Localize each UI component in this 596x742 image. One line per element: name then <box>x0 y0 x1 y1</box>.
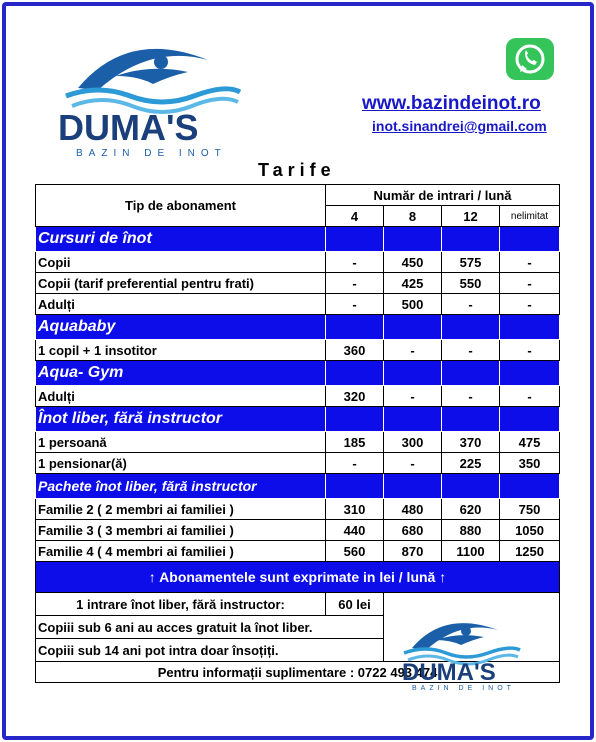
table-row <box>36 432 560 453</box>
notice-accompanied: Copiii sub 14 ani pot intra doar însoțiți. <box>36 639 384 662</box>
table-row <box>36 386 560 407</box>
price-cell: 750 <box>500 499 560 520</box>
brand-logo-small <box>398 612 526 692</box>
column-header-4: 4 <box>326 206 384 227</box>
currency-note: ↑ Abonamentele sunt exprimate in lei / lună ↑ <box>36 562 560 593</box>
price-cell: 300 <box>384 432 442 453</box>
row-label: 1 copil + 1 insotitor <box>36 340 326 361</box>
price-cell: 185 <box>326 432 384 453</box>
column-header-tip: Tip de abonament <box>36 185 326 227</box>
column-header-nelimitat: nelimitat <box>500 206 560 227</box>
row-label: Familie 2 ( 2 membri ai familiei ) <box>36 499 326 520</box>
table-row <box>36 252 560 273</box>
price-cell: 480 <box>384 499 442 520</box>
whatsapp-icon[interactable] <box>506 38 554 80</box>
row-label: Copii <box>36 252 326 273</box>
section-header <box>36 227 560 252</box>
price-cell: 475 <box>500 432 560 453</box>
section-title: Pachete înot liber, fără instructor <box>36 474 326 499</box>
section-title: Cursuri de înot <box>36 227 326 252</box>
row-label: 1 pensionar(ă) <box>36 453 326 474</box>
price-cell: 225 <box>442 453 500 474</box>
table-row <box>36 499 560 520</box>
price-cell: 1250 <box>500 541 560 562</box>
price-cell: - <box>326 294 384 315</box>
price-cell: - <box>384 386 442 407</box>
column-header-8: 8 <box>384 206 442 227</box>
price-cell: - <box>326 453 384 474</box>
brand-tagline-text: BAZIN DE INOT <box>76 148 227 159</box>
table-row <box>36 294 560 315</box>
price-cell: 320 <box>326 386 384 407</box>
table-row <box>36 453 560 474</box>
price-cell: 450 <box>384 252 442 273</box>
table-row <box>36 520 560 541</box>
price-cell: - <box>442 294 500 315</box>
email-link[interactable]: inot.sinandrei@gmail.com <box>372 118 547 134</box>
brand-tagline-text-small: BAZIN DE INOT <box>412 685 515 692</box>
price-cell: 620 <box>442 499 500 520</box>
website-link[interactable]: www.bazindeinot.ro <box>362 93 541 114</box>
single-entry-price: 60 lei <box>326 593 384 616</box>
row-label: 1 persoană <box>36 432 326 453</box>
row-label: Familie 3 ( 3 membri ai familiei ) <box>36 520 326 541</box>
price-cell: - <box>326 273 384 294</box>
table-row <box>36 541 560 562</box>
price-cell: 500 <box>384 294 442 315</box>
column-header-12: 12 <box>442 206 500 227</box>
column-header-numar: Număr de intrari / lună <box>326 185 560 206</box>
footer-contact: Pentru informații suplimentare : 0722 493 474 <box>36 662 560 683</box>
table-row <box>36 273 560 294</box>
price-cell: 425 <box>384 273 442 294</box>
section-title: Aquababy <box>36 315 326 340</box>
price-cell: 310 <box>326 499 384 520</box>
section-title: Aqua- Gym <box>36 361 326 386</box>
brand-name-text-small: DUMA'S <box>402 659 496 686</box>
price-cell: 360 <box>326 340 384 361</box>
section-title: Înot liber, fără instructor <box>36 407 326 432</box>
price-cell: - <box>500 252 560 273</box>
price-cell: 350 <box>500 453 560 474</box>
price-cell: 870 <box>384 541 442 562</box>
section-header <box>36 315 560 340</box>
section-header <box>36 474 560 499</box>
section-header <box>36 361 560 386</box>
table-row <box>36 340 560 361</box>
price-cell: - <box>500 294 560 315</box>
price-cell: 560 <box>326 541 384 562</box>
row-label: Adulți <box>36 294 326 315</box>
price-cell: 1100 <box>442 541 500 562</box>
notice-free-access: Copiii sub 6 ani au acces gratuit la înot liber. <box>36 616 384 639</box>
currency-note-row <box>36 562 560 593</box>
price-cell: 575 <box>442 252 500 273</box>
price-cell: - <box>442 340 500 361</box>
row-label: Copii (tarif preferential pentru frati) <box>36 273 326 294</box>
price-cell: 550 <box>442 273 500 294</box>
single-entry-label: 1 intrare înot liber, fără instructor: <box>36 593 326 616</box>
page-title: Tarife <box>258 160 336 180</box>
brand-name-text: DUMA'S <box>58 107 199 148</box>
section-header <box>36 407 560 432</box>
price-cell: - <box>384 340 442 361</box>
price-cell: 880 <box>442 520 500 541</box>
price-cell: - <box>500 340 560 361</box>
price-cell: - <box>326 252 384 273</box>
row-label: Adulți <box>36 386 326 407</box>
price-cell: - <box>442 386 500 407</box>
price-cell: 370 <box>442 432 500 453</box>
price-table <box>35 184 560 683</box>
price-cell: 680 <box>384 520 442 541</box>
price-cell: 440 <box>326 520 384 541</box>
price-cell: - <box>500 273 560 294</box>
price-cell: - <box>500 386 560 407</box>
price-cell: - <box>384 453 442 474</box>
row-label: Familie 4 ( 4 membri ai familiei ) <box>36 541 326 562</box>
brand-logo <box>58 30 248 160</box>
price-cell: 1050 <box>500 520 560 541</box>
